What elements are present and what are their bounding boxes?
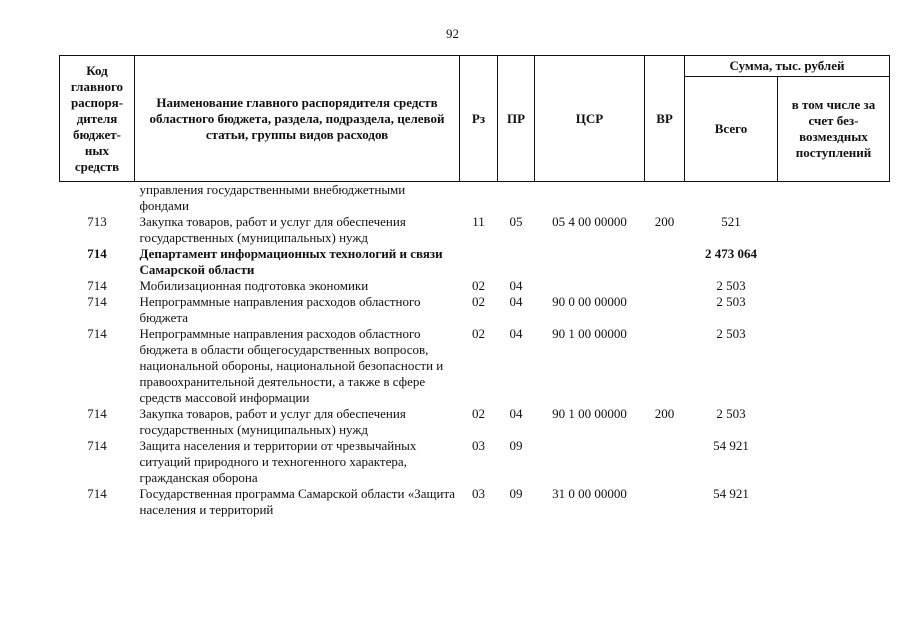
- cell-vr: [645, 182, 685, 215]
- header-vr: ВР: [645, 56, 685, 182]
- table-row: [60, 438, 890, 486]
- table-row: [60, 246, 890, 278]
- header-sum-group: Сумма, тыс. рублей: [685, 56, 890, 77]
- cell-total: 2 503: [716, 278, 746, 293]
- cell-vr: 200: [654, 214, 675, 229]
- cell-csr: [535, 246, 645, 278]
- cell-rz: 02: [472, 278, 485, 293]
- cell-free: [778, 486, 890, 518]
- cell-name: Департамент информационных технологий и связи Самарской области: [139, 246, 443, 277]
- cell-free: [778, 246, 890, 278]
- table-row: [60, 406, 890, 438]
- cell-vr: 200: [654, 406, 675, 421]
- cell-csr: [535, 278, 645, 294]
- cell-code: [60, 182, 135, 215]
- header-csr: ЦСР: [535, 56, 645, 182]
- cell-total: 521: [721, 214, 741, 229]
- cell-code: 714: [87, 246, 107, 261]
- cell-code: 714: [87, 294, 107, 309]
- table-row: [60, 214, 890, 246]
- header-total: Всего: [685, 77, 778, 182]
- cell-vr: [645, 278, 685, 294]
- cell-total: 54 921: [713, 486, 749, 501]
- budget-table: [59, 55, 890, 518]
- table-row: [60, 278, 890, 294]
- cell-csr: 90 1 00 00000: [552, 406, 627, 421]
- cell-csr: 05 4 00 00000: [552, 214, 627, 229]
- cell-pr: 04: [509, 294, 523, 309]
- cell-rz: [460, 246, 498, 278]
- cell-rz: 03: [472, 438, 485, 453]
- cell-free: [778, 278, 890, 294]
- cell-name: Защита населения и территории от чрезвычайных ситуаций природного и техногенного характера, гражданская оборона: [139, 438, 417, 485]
- cell-pr: 09: [509, 486, 523, 501]
- cell-code: 713: [87, 214, 107, 229]
- cell-code: 714: [87, 486, 107, 501]
- table-row: [60, 294, 890, 326]
- cell-rz: 11: [472, 214, 485, 229]
- header-name: Наименование главного распорядителя средств областного бюджета, раздела, подраздела, целевой статьи, группы видов расходов: [135, 56, 460, 182]
- cell-csr: 90 0 00 00000: [552, 294, 627, 309]
- header-rz: Рз: [460, 56, 498, 182]
- cell-total: 2 503: [716, 406, 746, 421]
- table-header: [60, 56, 890, 182]
- cell-pr: [498, 182, 535, 215]
- cell-code: 714: [87, 406, 107, 421]
- cell-total: 54 921: [713, 438, 749, 453]
- header-pr: ПР: [498, 56, 535, 182]
- cell-total: 2 503: [716, 294, 746, 309]
- cell-name: Мобилизационная подготовка экономики: [139, 278, 369, 293]
- cell-name: Закупка товаров, работ и услуг для обеспечения государственных (муниципальных) нужд: [139, 406, 406, 437]
- cell-csr: 90 1 00 00000: [552, 326, 627, 341]
- cell-free: [778, 294, 890, 326]
- cell-free: [778, 214, 890, 246]
- header-free: в том числе за счет без-возмездных поступлений: [778, 77, 890, 182]
- cell-rz: [460, 182, 498, 215]
- cell-free: [778, 326, 890, 406]
- cell-csr: 31 0 00 00000: [552, 486, 627, 501]
- cell-vr: [645, 486, 685, 518]
- cell-pr: [498, 246, 535, 278]
- header-code: Код главного распоря-дителя бюджет-ных средств: [60, 56, 135, 182]
- cell-code: 714: [87, 438, 107, 453]
- cell-name: Непрограммные направления расходов областного бюджета в области общегосударственных вопросов, национальной обороны, национальной безопасности и правоохранительной деятельности, а также в сфере средств массовой информации: [139, 326, 444, 405]
- cell-pr: 04: [509, 278, 523, 293]
- cell-pr: 04: [509, 326, 523, 341]
- cell-name: управления государственными внебюджетными фондами: [139, 182, 406, 213]
- cell-code: 714: [87, 278, 107, 293]
- cell-name: Государственная программа Самарской области «Защита населения и территорий: [139, 486, 456, 517]
- table-row: [60, 182, 890, 215]
- cell-vr: [645, 294, 685, 326]
- cell-rz: 03: [472, 486, 485, 501]
- table-row: [60, 486, 890, 518]
- cell-csr: [535, 438, 645, 486]
- cell-rz: 02: [472, 294, 485, 309]
- cell-name: Непрограммные направления расходов областного бюджета: [139, 294, 421, 325]
- cell-pr: 05: [509, 214, 523, 229]
- cell-vr: [645, 326, 685, 406]
- cell-free: [778, 406, 890, 438]
- cell-pr: 04: [509, 406, 523, 421]
- page-number: 92: [446, 26, 459, 41]
- cell-rz: 02: [472, 406, 485, 421]
- cell-total: 2 473 064: [705, 246, 757, 261]
- cell-free: [778, 438, 890, 486]
- cell-vr: [645, 438, 685, 486]
- cell-code: 714: [87, 326, 107, 341]
- cell-rz: 02: [472, 326, 485, 341]
- cell-total: 2 503: [716, 326, 746, 341]
- cell-pr: 09: [509, 438, 523, 453]
- cell-free: [778, 182, 890, 215]
- cell-csr: [535, 182, 645, 215]
- table-body: [60, 182, 890, 519]
- cell-total: [685, 182, 778, 215]
- table-row: [60, 326, 890, 406]
- cell-vr: [645, 246, 685, 278]
- cell-name: Закупка товаров, работ и услуг для обеспечения государственных (муниципальных) нужд: [139, 214, 406, 245]
